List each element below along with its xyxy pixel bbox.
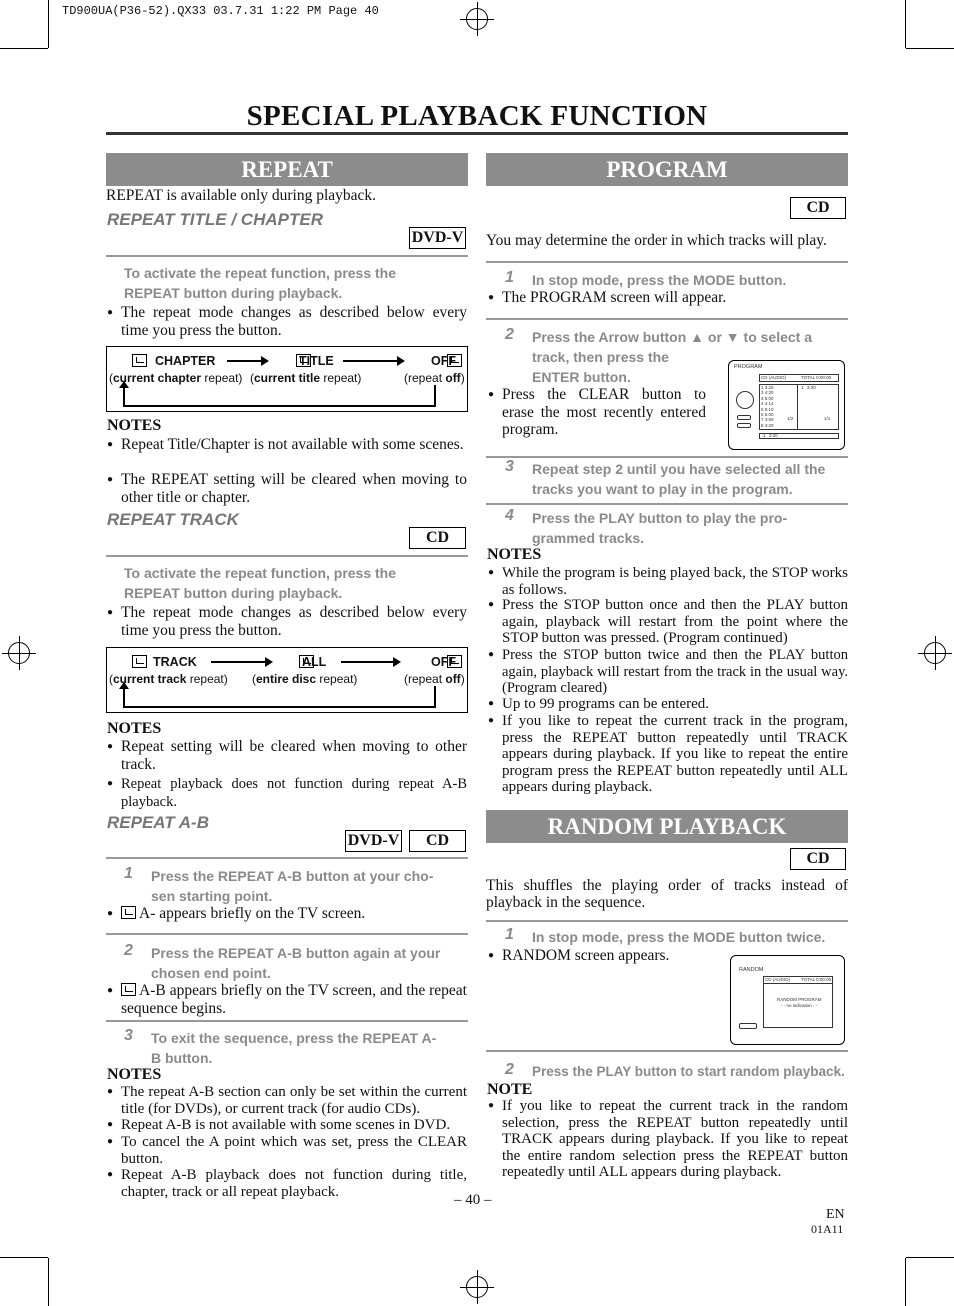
- cd-tag: CD: [790, 848, 846, 870]
- mode-label: OFF: [431, 655, 456, 669]
- repeat-mode-diagram: [106, 647, 468, 713]
- mode-label: CHAPTER: [155, 354, 216, 368]
- arrow-icon: [227, 360, 267, 362]
- cd-tag: CD: [409, 830, 466, 852]
- divider: [106, 555, 468, 557]
- notes-heading: NOTES: [107, 417, 162, 434]
- bullet-text: ● The repeat mode changes as described below every time you press the button.: [107, 604, 467, 639]
- mode-description: (repeat off): [404, 672, 465, 686]
- note-item: ● Press the STOP button twice and then the PLAY button again, playback will restart from the track in the usual way. (Program cleared): [488, 647, 848, 697]
- bullet-text: ● The repeat mode changes as described below every time you press the button.: [107, 304, 467, 339]
- note-item: ● The repeat A-B section can only be set within the current title (for DVDs), or current track (for audio CDs).: [107, 1084, 467, 1117]
- divider: [106, 857, 468, 859]
- bullet-text: ● RANDOM screen appears.: [488, 947, 718, 965]
- notes-heading: NOTES: [487, 546, 542, 563]
- note-item: ● To cancel the A point which was set, press the CLEAR button.: [107, 1134, 467, 1167]
- mode-description: (current title repeat): [250, 371, 362, 385]
- note-item: ● Press the STOP button once and then the PLAY button again, playback will restart from the point where the STOP button was pressed. (Program continued): [488, 597, 848, 647]
- screen-total: TOTAL 0:00:00: [801, 375, 832, 380]
- title-rule: [106, 132, 848, 135]
- step-instruction: Press the PLAY button to start random playback.: [532, 1064, 845, 1079]
- registration-mark-top: [460, 2, 494, 36]
- step-instruction: Press the REPEAT A-B button again at your chosen end point.: [151, 945, 441, 981]
- step-instruction: To activate the repeat function, press the REPEAT button during playback.: [124, 565, 397, 601]
- mode-label: TRACK: [153, 655, 197, 669]
- note-item: ● If you like to repeat the current track in the random selection, press the REPEAT button repeatedly until TRACK appears during playback. If you like to repeat the entire random selection press the REPEAT button repeatedly until ALL appears during playback.: [488, 1098, 848, 1181]
- arrow-icon: [211, 661, 271, 663]
- registration-mark-right: [918, 636, 952, 670]
- random-screen-illustration: [730, 955, 845, 1045]
- note-item: ● Repeat A-B playback does not function during title, chapter, track or all repeat playback.: [107, 1167, 467, 1200]
- program-screen-illustration: PROGRAM CD (AUDIO) TOTAL 0:00:00 1 3:20 2 4:20 3 5:00 4 4:14 5 5:10 6 5:00 7 4:50 8 4:20 1 3:20 1/2 1/1 1 3:20: [728, 360, 845, 450]
- cd-tag: CD: [790, 197, 846, 219]
- note-item: ● Repeat setting will be cleared when moving to other track.: [107, 738, 467, 773]
- divider: [486, 1050, 848, 1052]
- divider: [486, 318, 848, 320]
- bullet-text: ● A-B appears briefly on the TV screen, and the repeat sequence begins.: [107, 982, 467, 1017]
- notes-heading: NOTE: [487, 1081, 533, 1098]
- divider: [106, 933, 468, 935]
- step-number: 2: [505, 326, 514, 343]
- divider: [486, 503, 848, 505]
- step-instruction: Press the Arrow button ▲ or ▼ to select a track, then press the ENTER button.: [532, 329, 813, 385]
- step-number: 3: [124, 1027, 133, 1044]
- button-icon: [739, 1023, 757, 1029]
- divider: [106, 1020, 468, 1022]
- mode-description: (entire disc repeat): [252, 672, 358, 686]
- mode-description: (repeat off): [404, 371, 465, 385]
- note-item: ● The REPEAT setting will be cleared when moving to other title or chapter.: [107, 471, 467, 506]
- mode-description: (current track repeat): [109, 672, 228, 686]
- language-label: EN: [826, 1207, 845, 1222]
- page-number: – 40 –: [454, 1192, 492, 1208]
- bullet-text: ● The PROGRAM screen will appear.: [488, 289, 848, 307]
- random-intro: This shuffles the playing order of tracks instead of playback in the sequence.: [486, 877, 848, 911]
- registration-mark-left: [2, 636, 36, 670]
- screen-total: TOTAL 0:00:00: [801, 977, 832, 982]
- mode-label: OFF: [431, 354, 456, 368]
- step-instruction: Press the REPEAT A-B button at your cho- sen starting point.: [151, 868, 434, 904]
- screen-line: RANDOM PROGRAM: [777, 997, 822, 1002]
- crop-mark: [905, 0, 906, 48]
- note-item: ● While the program is being played back, the STOP works as follows.: [488, 565, 848, 598]
- file-info: TD900UA(P36-52).QX33 03.7.31 1:22 PM Page 40: [62, 4, 379, 18]
- screen-cd-label: CD (AUDIO): [765, 977, 790, 982]
- step-instruction: To exit the sequence, press the REPEAT A- B button.: [151, 1030, 437, 1066]
- step-instruction: In stop mode, press the MODE button.: [532, 272, 787, 288]
- divider: [486, 920, 848, 922]
- crop-mark: [906, 48, 954, 49]
- repeat-icon: [132, 655, 147, 668]
- registration-mark-bottom: [460, 1270, 494, 1304]
- repeat-ab-subheading: REPEAT A-B: [107, 813, 209, 832]
- repeat-title-chapter-subheading: REPEAT TITLE / CHAPTER: [107, 210, 323, 229]
- repeat-icon: [121, 906, 136, 919]
- screen-cd-label: CD (AUDIO): [761, 375, 786, 380]
- dvd-v-tag: DVD-V: [409, 227, 466, 249]
- step-number: 3: [505, 458, 514, 475]
- step-number: 1: [505, 269, 514, 286]
- program-intro: You may determine the order in which tracks will play.: [486, 232, 827, 249]
- crop-mark: [0, 1257, 48, 1258]
- repeat-heading: REPEAT: [106, 153, 468, 186]
- step-number: 2: [124, 942, 133, 959]
- crop-mark: [906, 1257, 954, 1258]
- crop-mark: [905, 1258, 906, 1306]
- mode-label: TITLE: [299, 354, 334, 368]
- crop-mark: [0, 48, 48, 49]
- repeat-mode-diagram: [106, 346, 468, 412]
- divider: [486, 456, 848, 458]
- divider: [486, 261, 848, 263]
- note-item: ● Repeat A-B is not available with some scenes in DVD.: [107, 1117, 467, 1134]
- step-instruction: In stop mode, press the MODE button twice.: [532, 929, 826, 945]
- screen-title: PROGRAM: [734, 364, 763, 370]
- random-heading: RANDOM PLAYBACK: [486, 810, 848, 843]
- note-item: ● If you like to repeat the current track in the program, press the REPEAT button repeatedly until TRACK appears during playback. If you like to repeat the entire program press the REPEAT button repeatedly until ALL appears during playback.: [488, 713, 848, 796]
- button-icon: [737, 415, 751, 420]
- step-instruction: To activate the repeat function, press the REPEAT button during playback.: [124, 265, 397, 301]
- divider: [106, 255, 468, 257]
- repeat-intro: REPEAT is available only during playback.: [106, 187, 377, 204]
- repeat-icon: [121, 983, 136, 996]
- arrow-icon: [343, 360, 403, 362]
- crop-mark: [48, 1258, 49, 1306]
- repeat-icon: [132, 354, 147, 367]
- notes-heading: NOTES: [107, 720, 162, 737]
- notes-heading: NOTES: [107, 1066, 162, 1083]
- step-instruction: Repeat step 2 until you have selected all the tracks you want to play in the program.: [532, 461, 826, 497]
- mode-label: ALL: [302, 655, 327, 669]
- note-item: ● Up to 99 programs can be entered.: [488, 696, 848, 713]
- screen-line: - - no indication - -: [781, 1003, 818, 1008]
- button-icon: [737, 423, 751, 428]
- note-item: ● Repeat Title/Chapter is not available with some scenes.: [107, 436, 467, 454]
- note-item: ● Repeat playback does not function during repeat A-B playback.: [107, 775, 467, 811]
- program-heading: PROGRAM: [486, 153, 848, 186]
- document-code: 01A11: [811, 1222, 844, 1236]
- dvd-v-tag: DVD-V: [345, 830, 402, 852]
- step-number: 2: [505, 1061, 514, 1078]
- step-number: 1: [124, 865, 133, 882]
- arrow-icon: [341, 661, 399, 663]
- page-title: SPECIAL PLAYBACK FUNCTION: [246, 100, 708, 132]
- step-number: 4: [505, 507, 514, 524]
- step-instruction: Press the PLAY button to play the pro- grammed tracks.: [532, 510, 788, 546]
- repeat-track-subheading: REPEAT TRACK: [107, 510, 239, 529]
- step-number: 1: [505, 926, 514, 943]
- arrow-pad-icon: [736, 391, 754, 409]
- mode-description: (current chapter repeat): [109, 371, 243, 385]
- bullet-text: ● A- appears briefly on the TV screen.: [107, 905, 467, 923]
- screen-title: RANDOM: [739, 967, 764, 973]
- bullet-text: ● Press the CLEAR button to erase the most recently entered program.: [488, 386, 706, 439]
- cd-tag: CD: [409, 527, 466, 549]
- crop-mark: [48, 0, 49, 48]
